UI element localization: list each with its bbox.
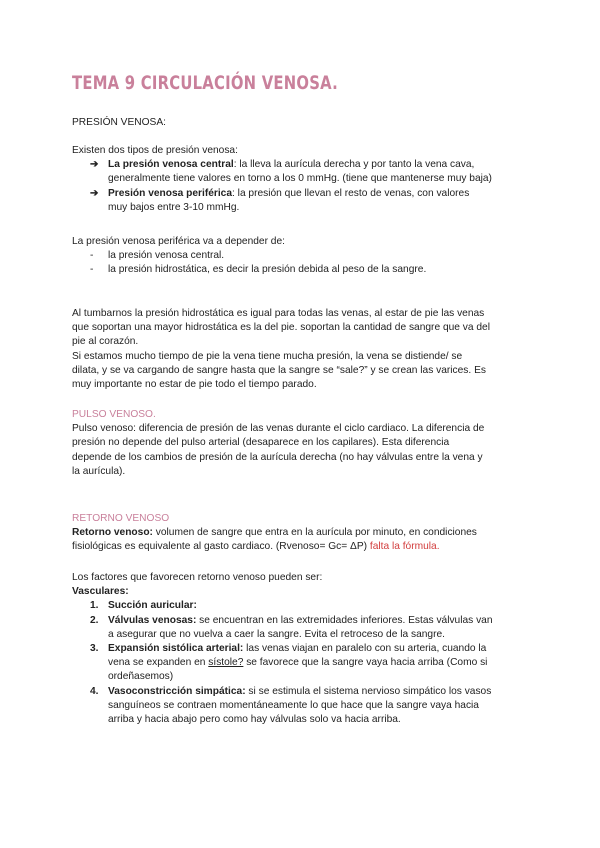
section-heading: RETORNO VENOSO <box>72 513 170 524</box>
arrow-icon: ➔ <box>90 187 99 199</box>
arrow-icon: ➔ <box>90 159 99 171</box>
item-text: se favorece que la sangre vaya hacia arriba (Como si <box>243 657 488 669</box>
paragraph-line: la aurícula). <box>72 465 126 477</box>
paragraph-text: fisiológicas es equivalente al gasto cardiaco. (Rvenoso= Gc= ΔP) <box>72 541 370 553</box>
paragraph-line: Al tumbarnos la presión hidrostática es igual para todas las venas, al estar de pie las venas <box>72 308 485 319</box>
intro-text: Existen dos tipos de presión venosa: <box>72 145 238 156</box>
list-item <box>72 263 532 277</box>
underlined-text: sístole? <box>208 657 244 669</box>
list-item <box>72 685 532 728</box>
pulso-section <box>72 408 532 479</box>
retorno-section <box>72 512 532 555</box>
subheading: Vasculares: <box>72 586 129 598</box>
section-heading: PULSO VENOSO. <box>72 409 156 420</box>
item-text: ordeñasemos) <box>108 671 174 683</box>
list-item <box>72 599 532 613</box>
item-text: la presión hidrostática, es decir la presión debida al peso de la sangre. <box>108 264 427 276</box>
presion-intro-block <box>72 144 532 215</box>
item-text: vena se expanden en <box>108 657 209 669</box>
paragraph-line: dilata, y se va cargando de sangre hasta que la sangre se “sale?” y se crean las varices. Es <box>72 364 486 376</box>
item-text: a asegurar que no vuelva a caer la sangre. Evita el retroceso de la sangre. <box>108 628 445 640</box>
paragraph-text: Los factores que favorecen retorno venoso pueden ser: <box>72 572 323 583</box>
item-number: 1. <box>90 600 99 612</box>
item-number: 4. <box>90 685 99 697</box>
item-text: : la lleva la aurícula derecha y por tanto la vena cava, <box>233 159 475 171</box>
term: Expansión sistólica arterial: <box>108 643 244 655</box>
paragraph-text: La presión venosa periférica va a depender de: <box>72 236 285 247</box>
item-text: la presión venosa central. <box>108 250 225 262</box>
page-title: TEMA 9 CIRCULACIÓN VENOSA. <box>72 72 338 94</box>
paragraph-line: depende de los cambios de presión de la aurícula derecha (no hay válvulas entre la vena y <box>72 451 483 463</box>
paragraph-line: presión no depende del pulso arterial (desaparece en los capilares). Esta diferencia <box>72 437 450 449</box>
list-item <box>72 614 532 642</box>
paragraph <box>72 307 532 392</box>
section-heading: PRESIÓN VENOSA: <box>72 117 166 128</box>
depende-block <box>72 235 532 278</box>
term: Presión venosa periférica <box>108 187 233 199</box>
list-item <box>72 642 532 685</box>
term: Válvulas venosas: <box>108 614 197 626</box>
term: Vasoconstricción simpática: <box>108 685 246 697</box>
paragraph-line: Si estamos mucho tiempo de pie la vena tiene mucha presión, la vena se distiende/ se <box>72 350 463 362</box>
term: Retorno venoso: <box>72 527 153 539</box>
item-text: arriba y hacia abajo pero como hay válvulas solo va hacia arriba. <box>108 714 401 726</box>
presion-heading <box>72 116 532 130</box>
factores-block <box>72 571 532 727</box>
item-number: 3. <box>90 643 99 655</box>
paragraph-line: pie al corazón. <box>72 336 139 348</box>
dash-bullet: - <box>90 264 94 276</box>
note-red: falta la fórmula. <box>369 541 440 553</box>
item-text: las venas viajan en paralelo con su arteria, cuando la <box>243 643 487 655</box>
item-text: generalmente tiene valores en torno a los 0 mmHg. (tiene que mantenerse muy baja) <box>108 173 492 185</box>
item-number: 2. <box>90 614 99 626</box>
list-item <box>72 158 532 186</box>
item-text: si se estimula el sistema nervioso simpático los vasos <box>245 685 492 697</box>
item-text: se encuentran en las extremidades inferiores. Estas válvulas van <box>196 614 493 626</box>
paragraph-line: Pulso venoso: diferencia de presión de las venas durante el ciclo cardiaco. La diferencia de <box>72 423 485 435</box>
item-text: sanguíneos se contraen momentáneamente lo que hace que la sangre vaya hacia <box>108 699 479 711</box>
term: Succión auricular: <box>108 600 197 612</box>
paragraph-line: que soportan una mayor hidrostática es la del pie. soportan la cantidad de sangre que va del <box>72 322 490 334</box>
paragraph-text: volumen de sangre que entra en la aurícula por minuto, en condiciones <box>152 527 477 539</box>
list-item <box>72 187 532 215</box>
paragraph-line: muy importante no estar de pie todo el tiempo parado. <box>72 379 317 391</box>
term: La presión venosa central <box>108 159 234 171</box>
item-text: : la presión que llevan el resto de venas, con valores <box>232 187 470 199</box>
dash-bullet: - <box>90 250 94 262</box>
list-item <box>72 249 532 263</box>
item-text: muy bajos entre 3-10 mmHg. <box>108 201 240 213</box>
